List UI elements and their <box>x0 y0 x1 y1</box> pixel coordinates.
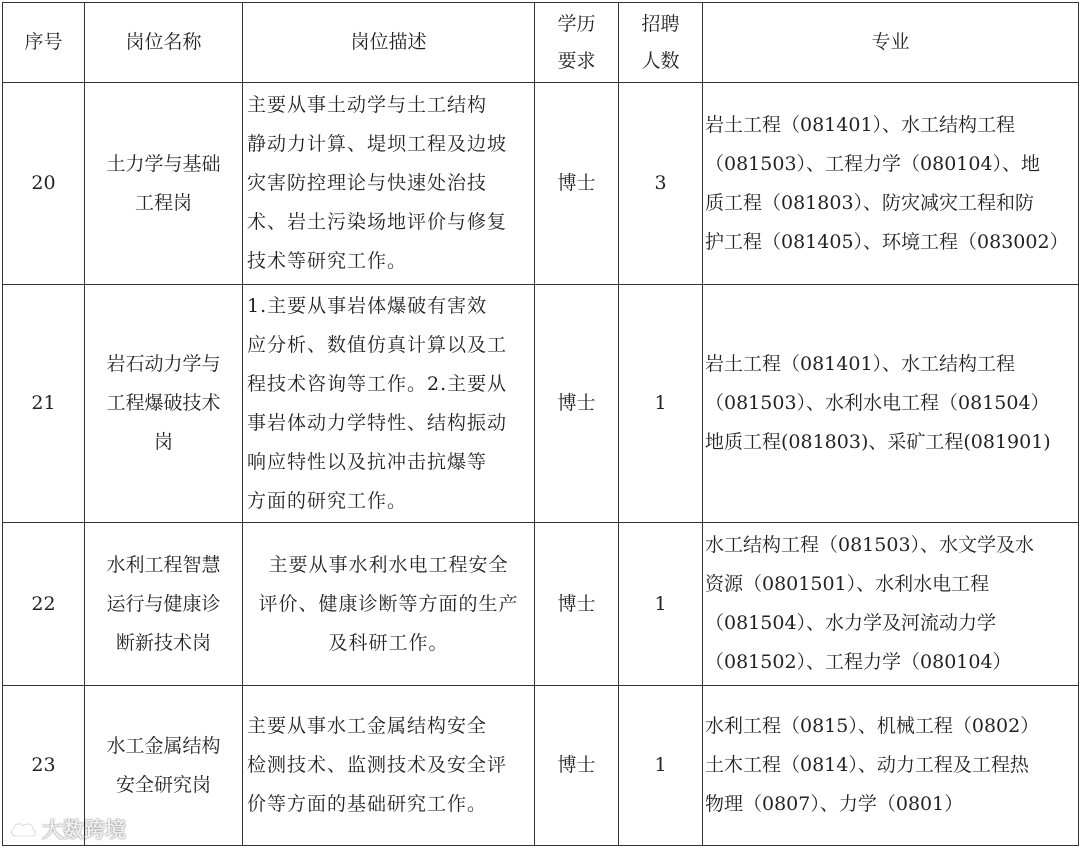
row-headcount: 1 <box>619 686 703 846</box>
cell-line: 断新技术岗 <box>115 631 211 654</box>
row-index: 20 <box>3 83 85 285</box>
cell-line: 岩石动力学与 <box>106 353 221 375</box>
header-index: 序号 <box>3 3 85 83</box>
row-education: 博士 <box>535 523 619 686</box>
cell-line: 岩土工程（081401）、水工结构工程 <box>705 353 1016 375</box>
watermark <box>8 814 126 844</box>
table-row <box>3 285 1079 523</box>
cell-line: （081503）、工程力学（080104）、地 <box>705 152 1041 175</box>
table-row <box>3 523 1079 686</box>
cell-line: 水利工程智慧 <box>106 553 221 576</box>
cell-line: 专业 <box>871 31 910 53</box>
cell-line: 人数 <box>641 49 680 72</box>
row-index: 22 <box>3 523 85 686</box>
row-index: 23 <box>3 686 85 846</box>
row-headcount: 3 <box>619 83 703 285</box>
header-headcount <box>619 3 703 83</box>
cell-line: 学历 <box>557 12 596 35</box>
row-major <box>703 523 1079 686</box>
cell-line: 水工金属结构 <box>106 734 221 757</box>
cell-line: 检测技术、监测技术及安全评 <box>247 754 508 776</box>
cell-line: 水利工程（0815）、机械工程（0802） <box>705 715 1040 737</box>
cell-line: 评价、健康诊断等方面的生产 <box>258 592 519 615</box>
row-description <box>243 285 535 523</box>
row-education: 博士 <box>535 83 619 285</box>
row-major <box>703 83 1079 285</box>
row-description <box>243 686 535 846</box>
cell-line: （081503）、水利水电工程（081504） <box>705 392 1050 414</box>
cell-line: 程技术咨询等工作。2.主要从 <box>247 372 508 395</box>
row-index: 21 <box>3 285 85 523</box>
cell-line: 1.主要从事岩体爆破有害效 <box>247 294 488 317</box>
row-headcount: 1 <box>619 523 703 686</box>
row-major <box>703 686 1079 846</box>
cell-line: 工程爆破技术 <box>106 392 221 414</box>
cell-line: 地质工程(081803)、采矿工程(081901) <box>705 431 1051 453</box>
row-position-name <box>85 285 243 523</box>
cell-line: 事岩体动力学特性、结构振动 <box>247 411 508 434</box>
row-description <box>243 83 535 285</box>
job-table <box>2 2 1079 846</box>
header-description <box>243 3 535 83</box>
cloud-logo-icon <box>8 818 38 840</box>
cell-line: 招聘 <box>641 12 680 35</box>
row-education: 博士 <box>535 285 619 523</box>
row-position-name <box>85 83 243 285</box>
cell-line: 工程岗 <box>134 191 192 214</box>
cell-line: 岗位描述 <box>350 31 427 53</box>
watermark-text: 大数跨境 <box>42 818 126 842</box>
cell-line: 岗 <box>153 431 173 453</box>
header-row <box>3 3 1079 83</box>
cell-line: 静动力计算、堤坝工程及边坡 <box>247 133 508 155</box>
header-name <box>85 3 243 83</box>
cell-line: 术、岩土污染场地评价与修复 <box>247 211 508 233</box>
cell-line: 及科研工作。 <box>328 631 449 654</box>
cell-line: （081504）、水力学及河流动力学 <box>705 612 997 634</box>
cell-line: 岗位名称 <box>125 31 202 53</box>
table-row <box>3 83 1079 285</box>
row-position-name <box>85 523 243 686</box>
cell-line: 岩土工程（081401）、水工结构工程 <box>705 113 1016 136</box>
header-major <box>703 3 1079 83</box>
cell-line: 灾害防控理论与快速处治技 <box>247 172 488 194</box>
cell-line: 安全研究岗 <box>115 773 211 796</box>
cell-line: 护工程（081405）、环境工程（083002） <box>705 230 1069 253</box>
cell-line: 土力学与基础 <box>106 152 221 175</box>
header-education <box>535 3 619 83</box>
row-headcount: 1 <box>619 285 703 523</box>
cell-line: 质工程（081803）、防灾减灾工程和防 <box>705 191 1035 214</box>
row-education: 博士 <box>535 686 619 846</box>
row-description <box>243 523 535 686</box>
cell-line: 方面的研究工作。 <box>247 489 408 512</box>
cell-line: 水工结构工程（081503）、水文学及水 <box>705 534 1035 556</box>
cell-line: 主要从事水工金属结构安全 <box>247 715 488 737</box>
cell-line: （081502）、工程力学（080104） <box>705 651 1012 673</box>
table-row <box>3 686 1079 846</box>
cell-line: 价等方面的基础研究工作。 <box>247 793 488 815</box>
cell-line: 土木工程（0814）、动力工程及工程热 <box>705 754 1029 776</box>
cell-line: 运行与健康诊 <box>106 592 221 615</box>
row-major <box>703 285 1079 523</box>
cell-line: 要求 <box>557 49 596 72</box>
cell-line: 响应特性以及抗冲击抗爆等 <box>247 450 488 473</box>
cell-line: 物理（0807）、力学（0801） <box>705 793 964 815</box>
cell-line: 主要从事水利水电工程安全 <box>268 553 509 576</box>
cell-line: 应分析、数值仿真计算以及工 <box>247 333 508 356</box>
cell-line: 技术等研究工作。 <box>247 250 408 272</box>
cell-line: 资源（0801501）、水利水电工程 <box>705 573 990 595</box>
cell-line: 主要从事土动学与土工结构 <box>247 94 488 116</box>
